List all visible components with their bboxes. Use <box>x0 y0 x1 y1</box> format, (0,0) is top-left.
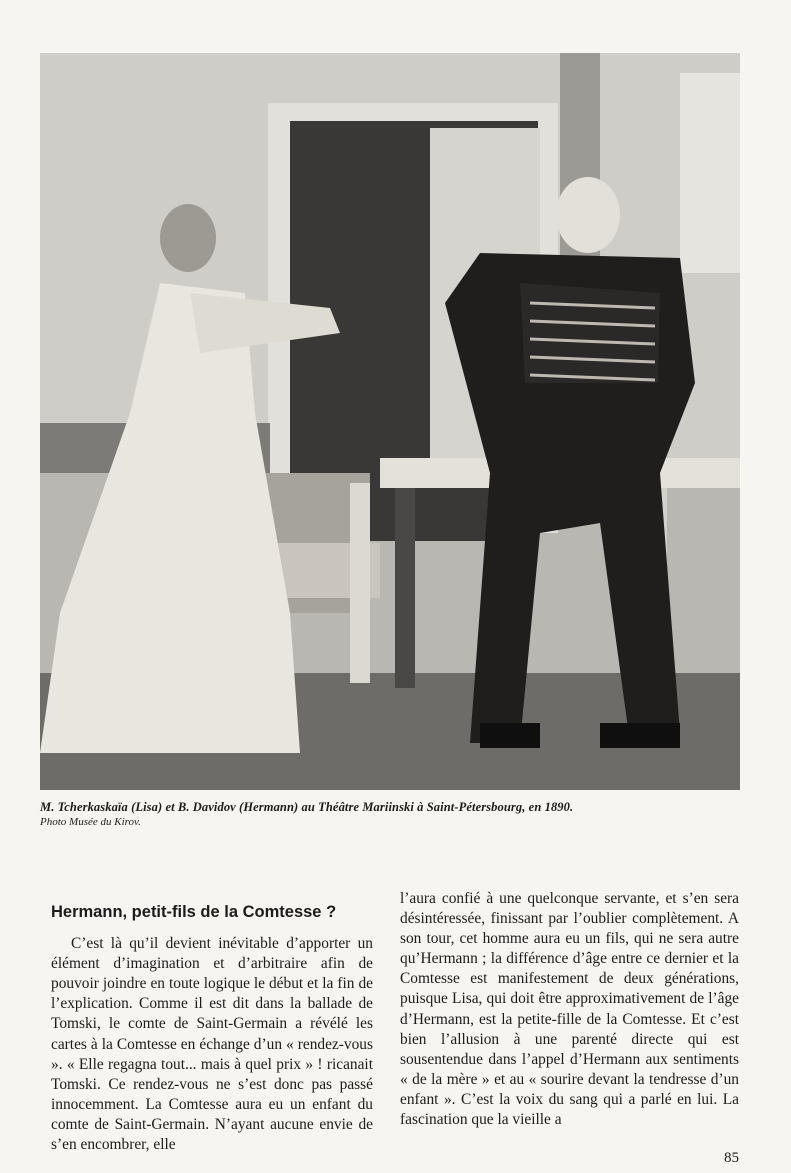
caption-main-text: M. Tcherkaskaïa (Lisa) et B. Davidov (Hermann) au Théâtre Mariinski à Saint-Pétersbourg, en 1890. <box>40 800 574 814</box>
article-left-column <box>51 885 373 1155</box>
page-number: 85 <box>724 1150 739 1166</box>
article-right-column <box>400 889 739 1130</box>
section-heading: Hermann, petit-fils de la Comtesse ? <box>51 903 337 921</box>
left-column-paragraph: C’est là qu’il devient inévitable d’apporter un élément d’imagination et d’arbitraire afin de pouvoir joindre en toute logique le début et la fin de l’explication. Comme il est dit dans la ballade de Tomski, le comte de Saint-Germain a révélé les cartes à la Comtesse en échange d’un « rendez-vous ». « Elle regagna tout... mais à quel prix » ! ricanait Tomski. Ce rendez-vous ne s’est donc pas passé innocemment. La Comtesse aura eu un enfant du comte de Saint-Germain. N’ayant aucune envie de s’en encombrer, elle <box>51 935 373 1154</box>
right-column-paragraph: l’aura confié à une quelconque servante, et s’en sera désintéressée, finissant par l’oublier complètement. A son tour, cet homme aura eu un fils, qui ne sera autre qu’Hermann ; la différence d’âge entre ce dernier et la Comtesse est manifestement de deux générations, puisque Lisa, qui doit être approximativement de l’âge d’Hermann, est la petite-fille de la Comtesse. Et c’est bien l’allusion à une parenté directe qui est sousentendue dans l’appel d’Hermann aux sentiments « de la mère » et au « sourire devant la tendresse d’un enfant ». C’est la voix du sang qui a parlé en lui. La fascination que la vieille a <box>400 890 739 1129</box>
photo-caption <box>40 800 760 828</box>
caption-credit-text: Photo Musée du Kirov. <box>40 816 141 828</box>
stage-scene-illustration <box>40 53 740 790</box>
theatre-photo <box>40 53 740 790</box>
